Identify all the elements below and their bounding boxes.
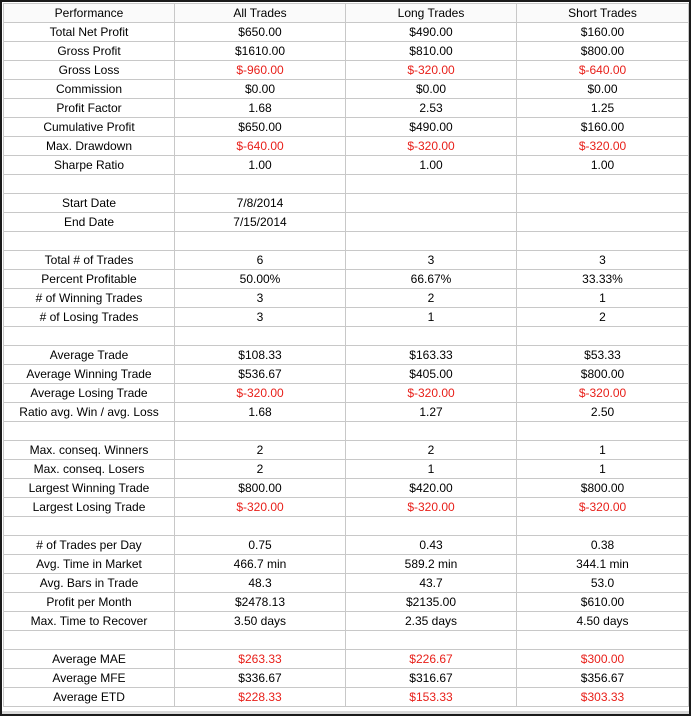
all-trades-cell[interactable]: 2	[175, 460, 346, 479]
short-trades-cell[interactable]	[517, 232, 689, 251]
spacer-row	[4, 232, 689, 251]
all-trades-cell[interactable]: 7/8/2014	[175, 194, 346, 213]
metric-label-cell[interactable]: Gross Profit	[4, 42, 175, 61]
table-row	[4, 612, 689, 631]
short-trades-cell[interactable]: 1	[517, 289, 689, 308]
metric-label-cell[interactable]: Largest Losing Trade	[4, 498, 175, 517]
metric-label-cell[interactable]: Max. conseq. Losers	[4, 460, 175, 479]
all-trades-cell[interactable]	[175, 327, 346, 346]
long-trades-cell[interactable]: 1.00	[346, 156, 517, 175]
all-trades-cell[interactable]: 1.00	[175, 156, 346, 175]
long-trades-cell[interactable]: 3	[346, 251, 517, 270]
short-trades-cell[interactable]	[517, 194, 689, 213]
short-trades-cell[interactable]	[517, 517, 689, 536]
performance-table	[3, 3, 689, 707]
short-trades-cell[interactable]: $356.67	[517, 669, 689, 688]
all-trades-cell[interactable]: $-640.00	[175, 137, 346, 156]
long-trades-cell[interactable]: $226.67	[346, 650, 517, 669]
long-trades-cell[interactable]: $153.33	[346, 688, 517, 707]
long-trades-cell[interactable]: $-320.00	[346, 498, 517, 517]
short-trades-cell[interactable]: 33.33%	[517, 270, 689, 289]
column-header-long-trades[interactable]: Long Trades	[346, 4, 517, 23]
long-trades-cell[interactable]: $490.00	[346, 23, 517, 42]
table-row	[4, 99, 689, 118]
table-row	[4, 251, 689, 270]
table-row	[4, 270, 689, 289]
short-trades-cell[interactable]: $300.00	[517, 650, 689, 669]
table-row	[4, 479, 689, 498]
long-trades-cell[interactable]	[346, 232, 517, 251]
short-trades-cell[interactable]: $800.00	[517, 479, 689, 498]
long-trades-cell[interactable]: $420.00	[346, 479, 517, 498]
spacer-row	[4, 327, 689, 346]
all-trades-cell[interactable]	[175, 517, 346, 536]
table-row	[4, 23, 689, 42]
all-trades-cell[interactable]: 1.68	[175, 403, 346, 422]
table-row	[4, 42, 689, 61]
long-trades-cell[interactable]: 0.43	[346, 536, 517, 555]
table-row	[4, 384, 689, 403]
spacer-row	[4, 422, 689, 441]
metric-label-cell[interactable]: End Date	[4, 213, 175, 232]
short-trades-cell[interactable]: $160.00	[517, 118, 689, 137]
column-header-short-trades[interactable]: Short Trades	[517, 4, 689, 23]
long-trades-cell[interactable]: 43.7	[346, 574, 517, 593]
long-trades-cell[interactable]	[346, 327, 517, 346]
metric-label-cell[interactable]: Average MFE	[4, 669, 175, 688]
column-header-all-trades[interactable]: All Trades	[175, 4, 346, 23]
table-row	[4, 137, 689, 156]
short-trades-cell[interactable]: $610.00	[517, 593, 689, 612]
short-trades-cell[interactable]: 344.1 min	[517, 555, 689, 574]
metric-label-cell[interactable]: Max. Time to Recover	[4, 612, 175, 631]
metric-label-cell[interactable]: Cumulative Profit	[4, 118, 175, 137]
short-trades-cell[interactable]: 4.50 days	[517, 612, 689, 631]
metric-label-cell[interactable]	[4, 327, 175, 346]
metric-label-cell[interactable]: Average Losing Trade	[4, 384, 175, 403]
all-trades-cell[interactable]: 466.7 min	[175, 555, 346, 574]
metric-label-cell[interactable]	[4, 175, 175, 194]
short-trades-cell[interactable]: 3	[517, 251, 689, 270]
long-trades-cell[interactable]: 1	[346, 460, 517, 479]
all-trades-cell[interactable]: $800.00	[175, 479, 346, 498]
all-trades-cell[interactable]: 0.75	[175, 536, 346, 555]
all-trades-cell[interactable]: $1610.00	[175, 42, 346, 61]
table-row	[4, 213, 689, 232]
long-trades-cell[interactable]: 2.53	[346, 99, 517, 118]
long-trades-cell[interactable]: $316.67	[346, 669, 517, 688]
long-trades-cell[interactable]	[346, 213, 517, 232]
all-trades-cell[interactable]	[175, 232, 346, 251]
short-trades-cell[interactable]: 53.0	[517, 574, 689, 593]
table-row	[4, 308, 689, 327]
short-trades-cell[interactable]	[517, 631, 689, 650]
table-row	[4, 441, 689, 460]
metric-label-cell[interactable]	[4, 631, 175, 650]
all-trades-cell[interactable]: $-320.00	[175, 498, 346, 517]
metric-label-cell[interactable]	[4, 232, 175, 251]
all-trades-cell[interactable]: $0.00	[175, 80, 346, 99]
metric-label-cell[interactable]: Commission	[4, 80, 175, 99]
short-trades-cell[interactable]: $800.00	[517, 42, 689, 61]
long-trades-cell[interactable]: 66.67%	[346, 270, 517, 289]
metric-label-cell[interactable]: Total # of Trades	[4, 251, 175, 270]
short-trades-cell[interactable]: $-320.00	[517, 137, 689, 156]
short-trades-cell[interactable]	[517, 175, 689, 194]
short-trades-cell[interactable]	[517, 327, 689, 346]
spacer-row	[4, 631, 689, 650]
metric-label-cell[interactable]: Average MAE	[4, 650, 175, 669]
metric-label-cell[interactable]: # of Trades per Day	[4, 536, 175, 555]
short-trades-cell[interactable]: $303.33	[517, 688, 689, 707]
metric-label-cell[interactable]: Max. Drawdown	[4, 137, 175, 156]
long-trades-cell[interactable]: 1	[346, 308, 517, 327]
table-row	[4, 498, 689, 517]
long-trades-cell[interactable]: $2135.00	[346, 593, 517, 612]
short-trades-cell[interactable]: $53.33	[517, 346, 689, 365]
all-trades-cell[interactable]: 3	[175, 308, 346, 327]
table-row	[4, 555, 689, 574]
metric-label-cell[interactable]: Avg. Time in Market	[4, 555, 175, 574]
short-trades-cell[interactable]: $800.00	[517, 365, 689, 384]
all-trades-cell[interactable]: 48.3	[175, 574, 346, 593]
long-trades-cell[interactable]: $810.00	[346, 42, 517, 61]
short-trades-cell[interactable]: $-320.00	[517, 384, 689, 403]
long-trades-cell[interactable]: $-320.00	[346, 61, 517, 80]
table-row	[4, 650, 689, 669]
all-trades-cell[interactable]: $-960.00	[175, 61, 346, 80]
long-trades-cell[interactable]: $163.33	[346, 346, 517, 365]
spacer-row	[4, 175, 689, 194]
table-row	[4, 403, 689, 422]
short-trades-cell[interactable]	[517, 213, 689, 232]
all-trades-cell[interactable]: 3	[175, 289, 346, 308]
long-trades-cell[interactable]: $-320.00	[346, 384, 517, 403]
all-trades-cell[interactable]: $650.00	[175, 118, 346, 137]
short-trades-cell[interactable]: 0.38	[517, 536, 689, 555]
short-trades-cell[interactable]: 2	[517, 308, 689, 327]
table-row	[4, 536, 689, 555]
all-trades-cell[interactable]: $650.00	[175, 23, 346, 42]
table-row	[4, 156, 689, 175]
all-trades-cell[interactable]: $228.33	[175, 688, 346, 707]
all-trades-cell[interactable]: 2	[175, 441, 346, 460]
long-trades-cell[interactable]: 2	[346, 441, 517, 460]
all-trades-cell[interactable]: 6	[175, 251, 346, 270]
table-row	[4, 688, 689, 707]
metric-label-cell[interactable]: Avg. Bars in Trade	[4, 574, 175, 593]
table-row	[4, 593, 689, 612]
short-trades-cell[interactable]: 1.25	[517, 99, 689, 118]
header-row	[4, 4, 689, 23]
long-trades-cell[interactable]: $0.00	[346, 80, 517, 99]
long-trades-cell[interactable]: 589.2 min	[346, 555, 517, 574]
metric-label-cell[interactable]	[4, 517, 175, 536]
table-row	[4, 118, 689, 137]
long-trades-cell[interactable]	[346, 517, 517, 536]
table-row	[4, 365, 689, 384]
short-trades-cell[interactable]: 1	[517, 441, 689, 460]
long-trades-cell[interactable]: $-320.00	[346, 137, 517, 156]
short-trades-cell[interactable]	[517, 422, 689, 441]
long-trades-cell[interactable]: 2	[346, 289, 517, 308]
metric-label-cell[interactable]: Start Date	[4, 194, 175, 213]
table-row	[4, 460, 689, 479]
long-trades-cell[interactable]	[346, 194, 517, 213]
table-row	[4, 574, 689, 593]
metric-label-cell[interactable]: Gross Loss	[4, 61, 175, 80]
metric-label-cell[interactable]: Profit per Month	[4, 593, 175, 612]
grid-body	[4, 23, 689, 707]
column-header-performance[interactable]: Performance	[4, 4, 175, 23]
long-trades-cell[interactable]	[346, 175, 517, 194]
short-trades-cell[interactable]: $160.00	[517, 23, 689, 42]
all-trades-cell[interactable]: $263.33	[175, 650, 346, 669]
metric-label-cell[interactable]: Average ETD	[4, 688, 175, 707]
metric-label-cell[interactable]: Max. conseq. Winners	[4, 441, 175, 460]
table-row	[4, 289, 689, 308]
all-trades-cell[interactable]: $2478.13	[175, 593, 346, 612]
all-trades-cell[interactable]: $336.67	[175, 669, 346, 688]
metric-label-cell[interactable]: Ratio avg. Win / avg. Loss	[4, 403, 175, 422]
all-trades-cell[interactable]: 7/15/2014	[175, 213, 346, 232]
all-trades-cell[interactable]: 1.68	[175, 99, 346, 118]
horizontal-scrollbar-edge	[2, 711, 689, 714]
long-trades-cell[interactable]: 2.35 days	[346, 612, 517, 631]
long-trades-cell[interactable]: 1.27	[346, 403, 517, 422]
short-trades-cell[interactable]: $0.00	[517, 80, 689, 99]
table-row	[4, 194, 689, 213]
short-trades-cell[interactable]: $-320.00	[517, 498, 689, 517]
table-row	[4, 346, 689, 365]
short-trades-cell[interactable]: 2.50	[517, 403, 689, 422]
metric-label-cell[interactable]: Percent Profitable	[4, 270, 175, 289]
long-trades-cell[interactable]	[346, 631, 517, 650]
all-trades-cell[interactable]	[175, 631, 346, 650]
short-trades-cell[interactable]: $-640.00	[517, 61, 689, 80]
long-trades-cell[interactable]: $490.00	[346, 118, 517, 137]
metric-label-cell[interactable]	[4, 422, 175, 441]
short-trades-cell[interactable]: 1.00	[517, 156, 689, 175]
all-trades-cell[interactable]	[175, 175, 346, 194]
all-trades-cell[interactable]: 50.00%	[175, 270, 346, 289]
long-trades-cell[interactable]: $405.00	[346, 365, 517, 384]
metric-label-cell[interactable]: Total Net Profit	[4, 23, 175, 42]
metric-label-cell[interactable]: Average Winning Trade	[4, 365, 175, 384]
all-trades-cell[interactable]	[175, 422, 346, 441]
long-trades-cell[interactable]	[346, 422, 517, 441]
metric-label-cell[interactable]: # of Winning Trades	[4, 289, 175, 308]
table-row	[4, 80, 689, 99]
table-row	[4, 669, 689, 688]
metric-label-cell[interactable]: Profit Factor	[4, 99, 175, 118]
all-trades-cell[interactable]: $108.33	[175, 346, 346, 365]
table-row	[4, 61, 689, 80]
spacer-row	[4, 517, 689, 536]
metric-label-cell[interactable]: Largest Winning Trade	[4, 479, 175, 498]
metric-label-cell[interactable]: # of Losing Trades	[4, 308, 175, 327]
metric-label-cell[interactable]: Average Trade	[4, 346, 175, 365]
all-trades-cell[interactable]: $536.67	[175, 365, 346, 384]
all-trades-cell[interactable]: $-320.00	[175, 384, 346, 403]
all-trades-cell[interactable]: 3.50 days	[175, 612, 346, 631]
metric-label-cell[interactable]: Sharpe Ratio	[4, 156, 175, 175]
short-trades-cell[interactable]: 1	[517, 460, 689, 479]
